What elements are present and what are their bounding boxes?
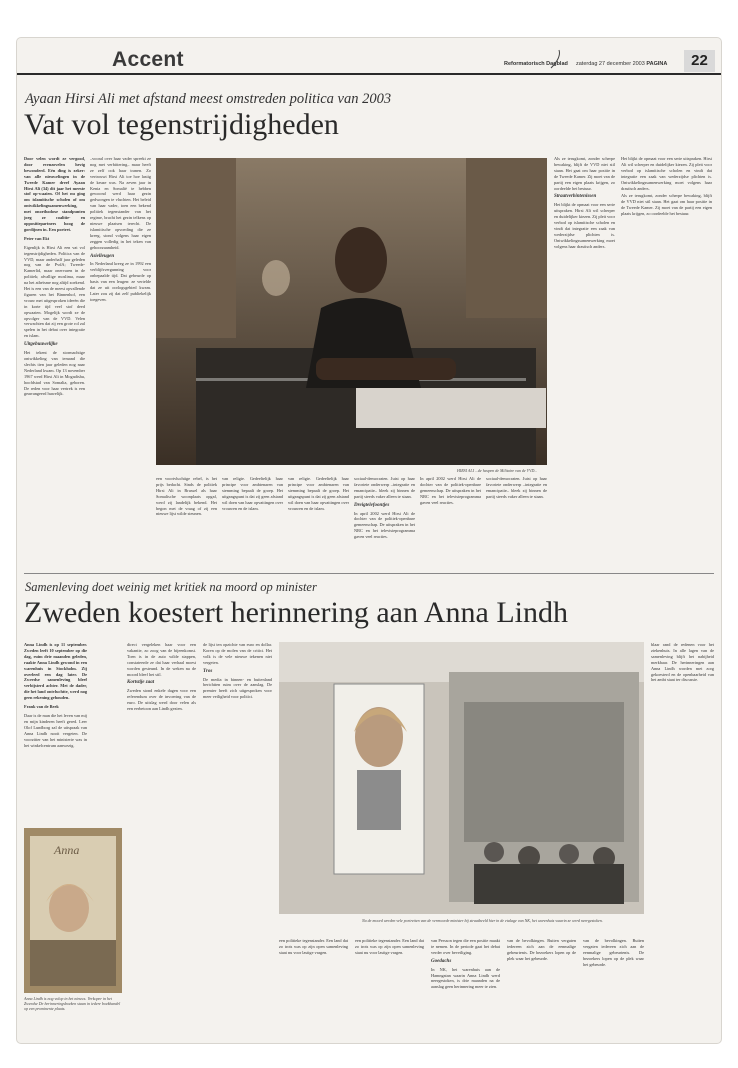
page-label: PAGINA: [646, 61, 668, 67]
article1-byline: Peter van Ekt: [24, 235, 50, 241]
article1-body-5-cont: In april 2002 werd Hirsi Ali de dochter van de politiek-openbare gemeenschap. De uitspraken in het NRC en het televisieprogramma gaven veel reacties.: [420, 476, 481, 505]
article2-body-4-cont: een politieke tegenstander. Een land dat zo trots was op zijn open samenleving staat nu voor lastige vragen.: [355, 938, 424, 955]
newspaper-name: Reformatorisch Dagblad: [504, 61, 568, 67]
article1-column-5c: [486, 476, 547, 568]
article2-column-1: [24, 642, 87, 822]
article2-body-2b: Zweden stond enkele dagen voor een referendum over de invoering van de euro. De uitslag werd door velen als een eerbetoon aan Lindh gezien.: [127, 688, 196, 712]
article1-body-4: van religie. Gedeeltelijk haar principe voor ambtenaren van stemming bepaalt de groep. Het uitgangspunt is dat zij geen afstand wil doen van haar opvattingen over vrouwen en de islam.: [222, 476, 283, 511]
article1-column-7: [621, 156, 712, 568]
article2-column-6: [507, 938, 576, 1018]
article2-subhead-2: Kortstije zaat: [127, 680, 155, 686]
article2-kicker: Samenleving doet weinig met kritiek na moord op minister: [25, 580, 317, 594]
article2-body-6-cont: van de bevolkingen. Buiten vergaten iedereen zich aan de eenmalige gebeurtenis. De bezoekers lopen op de plek waar het gebeurde.: [583, 938, 644, 967]
article2-column-5: [431, 938, 500, 1018]
book-cover-image: [24, 828, 122, 993]
article2-subhead-5: Goedachs: [431, 958, 452, 964]
article1-body-5: sociaal-democraten. Juist op haar favoriete onderwerp –integratie en emancipatie– bleek zij binnen de partij steeds vaker alleen te staan.: [354, 476, 415, 499]
article1-body-5b: In april 2002 werd Hirsi Ali de dochter van de politiek-openbare gemeenschap. De uitspraken in het NRC en het televisieprogramma gaven veel reacties.: [354, 510, 415, 540]
article2-right-photo-caption: Na de moord werden vele portretten van de vermoorde minister bij straatbeeld hier in de etalage van NK, het warenhuis waarin ze werd neergestoken.: [362, 918, 603, 923]
article1-subhead-6: Straatverbintenissen: [554, 194, 597, 200]
article2-column-3: [203, 642, 272, 1012]
article1-headline: Vat vol tegenstrijdigheden: [24, 108, 339, 141]
article-divider: [24, 573, 714, 574]
article2-column-4: [279, 938, 348, 1018]
article2-body-7: blaar rand de redenen voor het ziekenhuis. In alle lagen van de samenleving blijft het nabijheid merkbaar. De herinneringen aan Anna Lindh worden met zorg gekoesterd en de openbaarheid van het ambt staat ter discussie.: [651, 642, 714, 683]
article2-body-4: een politieke tegenstander. Een land dat zo trots was op zijn open samenleving staat nu voor lastige vragen.: [279, 938, 348, 955]
shop-window-image: [279, 642, 644, 914]
article2-body-2: direct vergeleken haar voor een vakantie, zo zoog van de bijeenkomst. Toen is in de auto wilde stappen, constateerde ze dat haar verhaal moest worden gesteund. In de weken na de moord bleef het stil.: [127, 642, 196, 677]
article1-subhead-5: Dreigtelefoontjes: [354, 502, 390, 508]
hirsi-ali-photo: [156, 158, 547, 465]
masthead: [17, 38, 721, 80]
article2-body-6: van de bevolkingen. Buiten vergaten iedereen zich aan de eenmalige gebeurtenis. De bezoekers lopen op de plek waar het gebeurde.: [507, 938, 576, 961]
svg-text:Anna: Anna: [54, 843, 80, 857]
newspaper-page: [17, 38, 721, 1043]
article1-body-2b: In Nederland kreeg ze in 1992 een verblijfsvergunning voor onbepaalde tijd. Dat gebeurde op basis van een leugen: ze vertelde dat ze uit oorlogsgebied kwam. Later zou zij dat zelf publiekelijk toegeven.: [90, 261, 151, 302]
article1-body-4-cont: van religie. Gedeeltelijk haar principe voor ambtenaren van stemming bepaalt de groep. Het uitgangspunt is dat zij geen afstand wil doen van haar opvattingen over vrouwen en de islam.: [288, 476, 349, 511]
article2-column-6b: [583, 938, 644, 1018]
parliament-scene-image: [156, 158, 547, 465]
article2-column-4b: [355, 938, 424, 1018]
anna-lindh-book-photo: [24, 828, 122, 993]
article2-body-5: van Persson tegen die een positie maakt te nemen. In de periode gaat het debat verder over beveiliging.: [431, 938, 500, 955]
article2-body-5b: In NK, het warenhuis aan de Hamngatan waarin Anna Lindh werd neergestoken, is drie maanden na de aanslag geen herinnering meer te zien.: [431, 966, 500, 990]
article1-column-6: [554, 156, 615, 568]
article1-body-2: –vooral over haar vader spreekt ze nog met verbittering– maar heeft ze zelf ook haar tranen. Zo vertrouwt Hirsi Ali toe hoe lastig de keuze was. Na zeven jaar in Kenia en Somalië te hebben gewoond werd haar gezin gedwongen te vluchten. Het beleid van haar vader, toen een bekend politiek tegenstander van het regime, bracht het gezin telkens op nieuwe plaatsen terecht. De islamitische opvoeding die ze kreeg, stond volgens haar eigen zeggen volledig in het teken van gehoorzaamheid.: [90, 156, 151, 250]
article2-body-3b: De media in binnen- en buitenland berichtten ruim over de aanslag. De premier heeft zich uitgesproken voor meer veiligheid voor politici.: [203, 676, 272, 700]
article1-column-1: [24, 156, 85, 568]
swoosh-icon: [547, 48, 565, 70]
article2-body-3: de lijst ten opzichte van euro en dollar. Koren op de molen van de critici. Het volk is de vele nieuwe tekenen niet vergeten.: [203, 642, 272, 665]
article1-column-4: [222, 476, 283, 568]
article1-body-1b: Het tekent de stormachtige ontwikkeling van iemand die slechts tien jaar geleden nog naar Nederland kwam. Op 13 november 1967 werd Hirsi Ali in Mogadishu, hoofdstad van Somalia, geboren. De reden voor haar vertrek is een gearrangeerd huwelijk.: [24, 350, 85, 397]
article1-body-5-cont2: sociaal-democraten. Juist op haar favoriete onderwerp –integratie en emancipatie– bleek zij binnen de partij steeds vaker alleen te staan.: [486, 476, 547, 499]
article1-subhead-2: Asielleugen: [90, 253, 115, 259]
article1-body-1: Eigenlijk is Hirsi Ali een vat vol tegenstrijdigheden. Politica van de VVD, maar anderhalf jaar geleden nog van de PvdA; Tweede-Kamerlid, maar onervaren in de politiek; afvallige moslima, maar na het atheïsme nog altijd zoekend. Het is een van de meest opvallende figuren van het Binnenhof, een vrouw met uitgesproken ideeën die in korte tijd veel stof deed opwaaien. Mogelijk wordt ze de opvolger van de VVD. Velen verwachten dat zij een grote rol zal spelen in het debat over integratie en islam.: [24, 244, 85, 339]
article2-headline: Zweden koestert herinnering aan Anna Lindh: [24, 596, 568, 629]
article1-photo-caption: HIRSI ALI ...de heupen de Militaire van de VVD...: [457, 468, 538, 473]
article1-body-3: een voortvluchtige rebel, is het prijs bedacht. Sinds de politiek Hirsi Ali in Brussel als haar Somalische woonplaats opgaf, werd zij landelijk bekend. Het begon met de vraag of zij een nieuwe lijst wilde steunen.: [156, 476, 217, 517]
article1-body-6b: Het blijkt de opmaat voor een serie uitspraken. Hirsi Ali wil scherper en duidelijker kiezen. Zij pleit voor verbod op islamitische scholen en vindt dat integratie een zaak van wederzijdse plichten is. Ontwikkelingssamenwerking moet volgens haar drastisch anders.: [554, 202, 615, 249]
article1-column-4b: [288, 476, 349, 568]
article1-body-7: Het blijkt de opmaat voor een serie uitspraken. Hirsi Ali wil scherper en duidelijker kiezen. Zij pleit voor verbod op islamitische scholen en vindt dat integratie een zaak van wederzijdse plichten is. Ontwikkelingssamenwerking moet volgens haar drastisch anders.: [621, 156, 712, 191]
article1-column-3: [156, 476, 217, 568]
issue-date: [576, 61, 667, 67]
section-title: Accent: [112, 48, 184, 71]
article2-body-1: Daar is de man die het leven van mij en mijn kinderen heeft gered. Leer Olof Lundborg zal de uitspraak van Anna Lindh nooit vergeten. De voorzitter van het ministerie was in het winkelcentrum aanwezig.: [24, 712, 87, 748]
article2-byline: Frank van de Beek: [24, 704, 59, 710]
article1-body-6: Als ze terugkomt, zonder scherpe bewaking, blijft de VVD niet stil staan. Het gaat om haar positie in de Tweede Kamer. Zij moet van de partij een eigen plaats krijgen, zo oordeelde het bestuur.: [554, 156, 615, 191]
article2-column-7: [651, 642, 714, 1022]
memorial-window-photo: [279, 642, 644, 914]
article2-subhead-3: Tros: [203, 668, 213, 674]
article1-column-2: [90, 156, 151, 568]
page-number: 22: [684, 50, 715, 72]
article1-subhead-1: Uitgebuuwelijke: [24, 342, 58, 348]
masthead-rule: [17, 73, 721, 75]
article2-column-2: [127, 642, 196, 1012]
article1-kicker: Ayaan Hirsi Ali met afstand meest omstreden politica van 2003: [25, 91, 392, 107]
article1-intro: Door velen wordt ze vergood, door evenzovelen hevig bewonderd. Eén ding is zeker: van alle nieuwelingen in de Tweede Kamer dreef Ayaan Hirsi Ali (34) dit jaar het meeste stof op-waaien. Of het nu ging om islamitische scholen of om ontwikkelingssamenwerking, met onorthodoxe standpunten joeg ze coalitie- en oppositiepartners hoog de gordijnen in. Een portret.: [24, 156, 85, 232]
article2-left-photo-caption: Anna Lindh is nog volop in het nieuws. Verkoper in het Zweedse De herinneringsboeken staan in iedere boekhandel op een prominente plaats.: [24, 996, 121, 1011]
article2-intro: Anna Lindh is op 11 september. Zweden leeft 10 september op die dag, ruim drie maanden geleden, raakte Anna Lindh gewond in een warenhuis in Stockholm. Zij overleed een dag later. De Zweedse samenleving bleef verbijsterd achter. Met de dader, die het land ontvluchtte, werd nog geen rekening gehouden.: [24, 642, 87, 701]
date-text: zaterdag 27 december 2003: [576, 61, 645, 67]
article1-body-7b: Als ze terugkomt, zonder scherpe bewaking, blijft de VVD niet stil staan. Het gaat om haar positie in de Tweede Kamer. Zij moet van de partij een eigen plaats krijgen, zo oordeelde het bestuur.: [621, 193, 712, 217]
article1-column-5b: [420, 476, 481, 568]
article1-column-5: [354, 476, 415, 568]
